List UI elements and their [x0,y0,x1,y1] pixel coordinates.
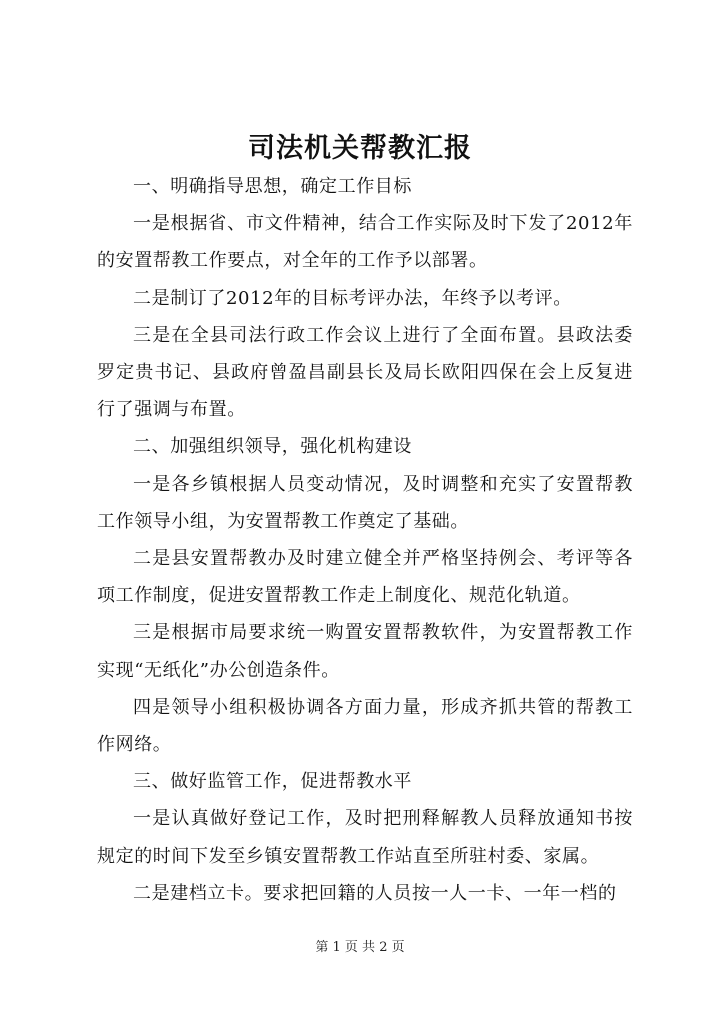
paragraph: 一是各乡镇根据人员变动情况，及时调整和充实了安置帮教工作领导小组，为安置帮教工作奠定了基础。 [97,473,633,532]
paragraph: 一是认真做好登记工作，及时把刑释解教人员释放通知书按规定的时间下发至乡镇安置帮教工作站直至所驻村委、家属。 [97,808,633,867]
paragraph: 三是根据市局要求统一购置安置帮教软件，为安置帮教工作实现“无纸化”办公创造条件。 [97,622,633,681]
section-heading-3: 三、做好监管工作，促进帮教水平 [133,771,412,793]
document-title: 司法机关帮教汇报 [248,133,472,164]
page-number: 第 1 页 共 2 页 [315,940,405,955]
document-body [97,168,633,912]
section-heading-1: 一、明确指导思想，确定工作目标 [133,176,412,197]
paragraph: 四是领导小组积极协调各方面力量，形成齐抓共管的帮教工作网络。 [97,696,633,756]
paragraph: 一是根据省、市文件精神，结合工作实际及时下发了2012年的安置帮教工作要点，对全年的工作予以部署。 [97,213,633,272]
paragraph: 二是制订了2012年的目标考评办法，年终予以考评。 [133,287,572,309]
paragraph: 二是建档立卡。要求把回籍的人员按一人一卡、一年一档的 [133,882,617,904]
section-heading-2: 二、加强组织领导，强化机构建设 [133,436,412,458]
paragraph: 二是县安置帮教办及时建立健全并严格坚持例会、考评等各项工作制度，促进安置帮教工作走上制度化、规范化轨道。 [97,548,633,607]
paragraph: 三是在全县司法行政工作会议上进行了全面布置。县政法委罗定贵书记、县政府曾盈昌副县长及局长欧阳四保在会上反复进行了强调与布置。 [97,324,633,421]
